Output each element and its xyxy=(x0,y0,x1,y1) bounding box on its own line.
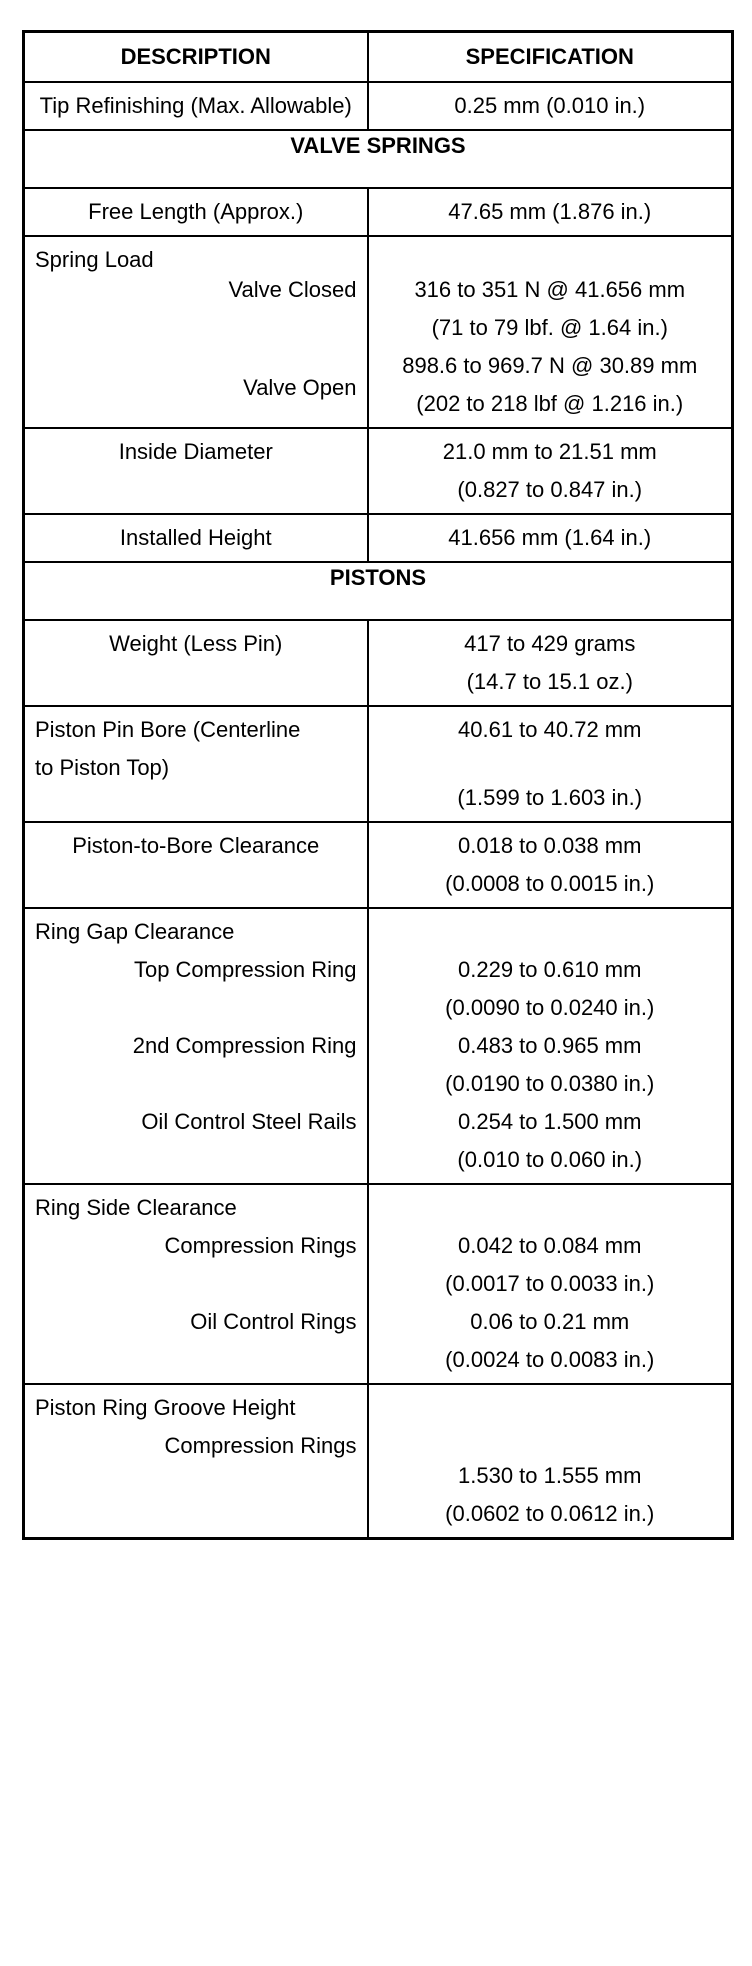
top-ring-metric: 0.229 to 0.610 mm xyxy=(458,957,642,982)
top-ring-label: Top Compression Ring xyxy=(133,957,357,982)
side-comp-imperial: (0.0017 to 0.0033 in.) xyxy=(445,1271,655,1296)
groove-height-label: Piston Ring Groove Height xyxy=(35,1395,296,1420)
groove-comp-metric: 1.530 to 1.555 mm xyxy=(458,1463,642,1488)
header-row xyxy=(24,32,733,83)
specification-header: SPECIFICATION xyxy=(368,32,733,83)
table-row xyxy=(24,908,733,1184)
inside-diameter-metric: 21.0 mm to 21.51 mm xyxy=(442,439,657,464)
pin-bore-label: Piston Pin Bore (Centerline xyxy=(35,717,301,742)
groove-comp-imperial: (0.0602 to 0.0612 in.) xyxy=(445,1501,655,1526)
table-row xyxy=(24,514,733,562)
oil-rails-imperial: (0.010 to 0.060 in.) xyxy=(457,1147,643,1172)
ring-side-label: Ring Side Clearance xyxy=(35,1195,237,1220)
side-oil-label: Oil Control Rings xyxy=(190,1309,357,1334)
oil-rails-metric: 0.254 to 1.500 mm xyxy=(458,1109,642,1134)
description-header: DESCRIPTION xyxy=(24,32,368,83)
second-ring-metric: 0.483 to 0.965 mm xyxy=(458,1033,642,1058)
section-title-valve-springs: VALVE SPRINGS xyxy=(24,130,733,188)
table-row xyxy=(24,428,733,514)
section-title-pistons: PISTONS xyxy=(24,562,733,620)
table-row xyxy=(24,620,733,706)
valve-open-imperial: (202 to 218 lbf @ 1.216 in.) xyxy=(416,391,684,416)
free-length-value: 47.65 mm (1.876 in.) xyxy=(448,199,652,224)
valve-closed-label: Valve Closed xyxy=(228,277,357,302)
inside-diameter-label: Inside Diameter xyxy=(118,439,273,464)
table-row xyxy=(24,706,733,822)
ring-gap-label: Ring Gap Clearance xyxy=(35,919,235,944)
table-row xyxy=(24,822,733,908)
table-row xyxy=(24,1384,733,1539)
second-ring-imperial: (0.0190 to 0.0380 in.) xyxy=(445,1071,655,1096)
table-row xyxy=(24,236,733,428)
second-ring-label: 2nd Compression Ring xyxy=(132,1033,357,1058)
bore-clearance-imperial: (0.0008 to 0.0015 in.) xyxy=(445,871,655,896)
spring-load-label: Spring Load xyxy=(35,247,154,272)
valve-closed-imperial: (71 to 79 lbf. @ 1.64 in.) xyxy=(431,315,668,340)
table-row xyxy=(24,188,733,236)
side-comp-metric: 0.042 to 0.084 mm xyxy=(458,1233,642,1258)
section-row xyxy=(24,562,733,620)
tip-refinishing-value: 0.25 mm (0.010 in.) xyxy=(454,93,646,118)
section-row xyxy=(24,130,733,188)
valve-open-label: Valve Open xyxy=(243,375,357,400)
tip-refinishing-label: Tip Refinishing (Max. Allowable) xyxy=(39,93,352,118)
table-row xyxy=(24,82,733,130)
top-ring-imperial: (0.0090 to 0.0240 in.) xyxy=(445,995,655,1020)
pin-bore-label-cont: to Piston Top) xyxy=(35,755,170,780)
weight-imperial: (14.7 to 15.1 oz.) xyxy=(466,669,633,694)
valve-open-metric: 898.6 to 969.7 N @ 30.89 mm xyxy=(402,353,698,378)
bore-clearance-metric: 0.018 to 0.038 mm xyxy=(458,833,642,858)
table-row xyxy=(24,1184,733,1384)
bore-clearance-label: Piston-to-Bore Clearance xyxy=(72,833,320,858)
free-length-label: Free Length (Approx.) xyxy=(88,199,304,224)
side-oil-metric: 0.06 to 0.21 mm xyxy=(470,1309,630,1334)
inside-diameter-imperial: (0.827 to 0.847 in.) xyxy=(457,477,643,502)
specification-table xyxy=(22,30,734,1540)
side-comp-label: Compression Rings xyxy=(164,1233,357,1258)
oil-rails-label: Oil Control Steel Rails xyxy=(141,1109,357,1134)
installed-height-label: Installed Height xyxy=(119,525,272,550)
installed-height-value: 41.656 mm (1.64 in.) xyxy=(448,525,652,550)
groove-comp-label: Compression Rings xyxy=(164,1433,357,1458)
side-oil-imperial: (0.0024 to 0.0083 in.) xyxy=(445,1347,655,1372)
pin-bore-imperial: (1.599 to 1.603 in.) xyxy=(457,785,643,810)
weight-metric: 417 to 429 grams xyxy=(464,631,636,656)
weight-label: Weight (Less Pin) xyxy=(109,631,283,656)
valve-closed-metric: 316 to 351 N @ 41.656 mm xyxy=(414,277,686,302)
pin-bore-metric: 40.61 to 40.72 mm xyxy=(458,717,642,742)
